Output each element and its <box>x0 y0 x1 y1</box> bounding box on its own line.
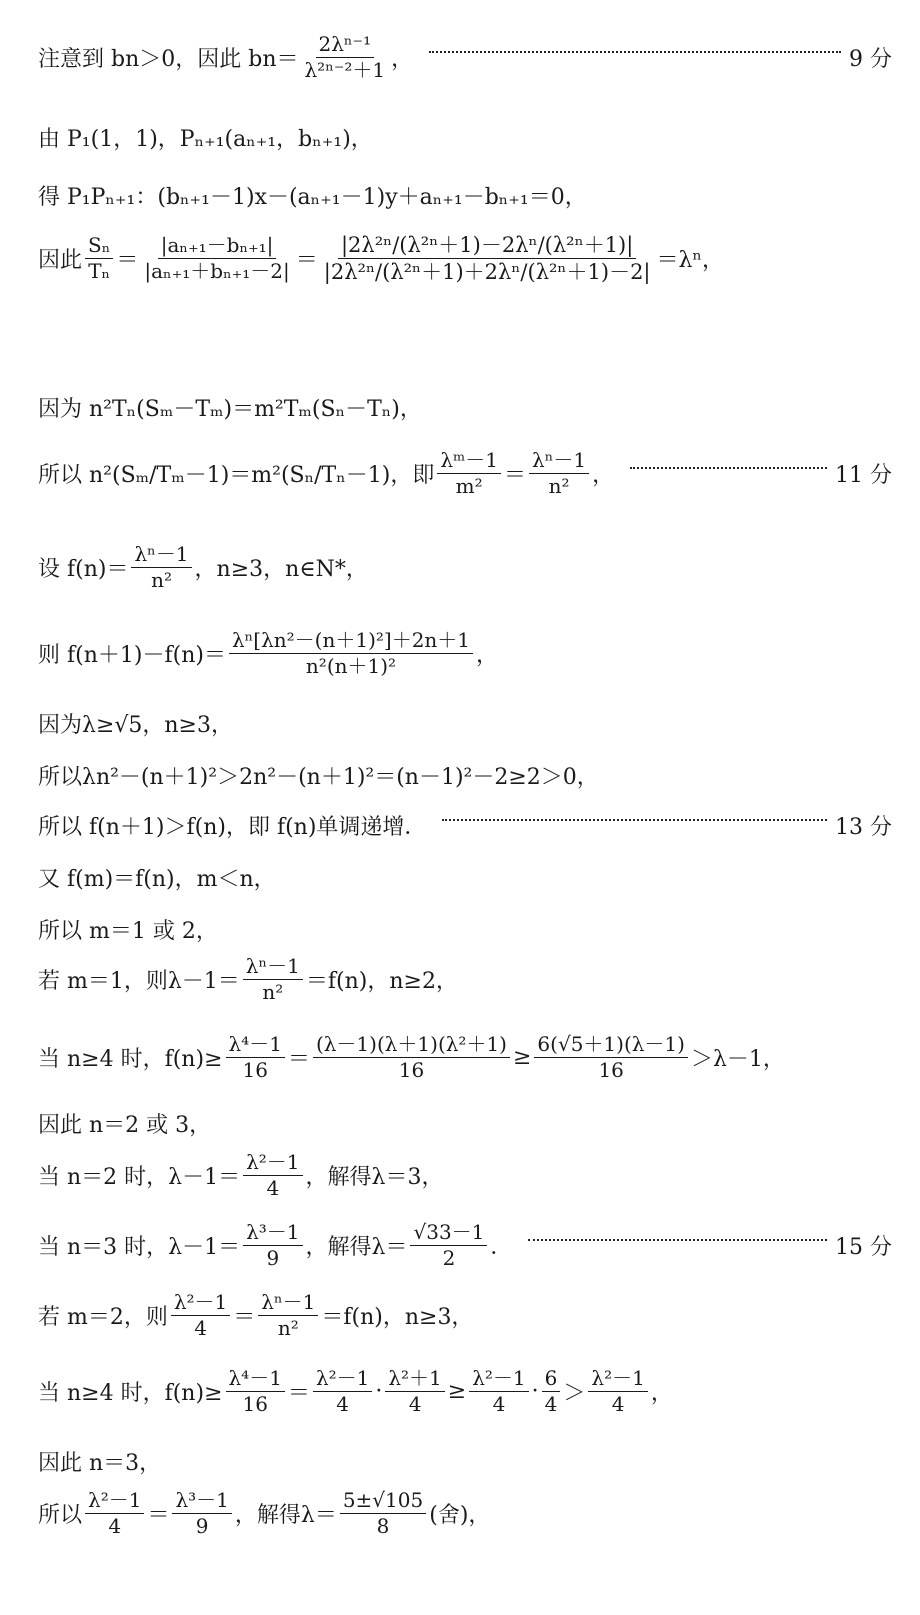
text-tail: ， <box>592 463 615 488</box>
fraction <box>437 448 501 499</box>
score-label: 15 分 <box>835 1235 892 1260</box>
line-21 <box>38 1446 892 1477</box>
line-11 <box>38 810 892 841</box>
text: 得 P₁Pₙ₊₁：(bₙ₊₁－1)x－(aₙ₊₁－1)y＋aₙ₊₁－bₙ₊₁＝0， <box>38 185 587 210</box>
numerator: λ³－1 <box>243 1220 302 1246</box>
text: 当 n＝3 时，λ－1＝ <box>38 1235 241 1260</box>
operator: ≥ <box>447 1379 467 1404</box>
operator: ≥ <box>512 1045 532 1070</box>
text: 又 f(m)＝f(n)，m＜n， <box>38 867 276 892</box>
line-2 <box>38 122 892 153</box>
fraction <box>542 1366 561 1417</box>
denominator: 4 <box>194 1316 207 1340</box>
operator: ＝ <box>116 248 139 274</box>
fraction <box>588 1366 647 1417</box>
fraction <box>229 628 473 679</box>
fraction <box>243 1220 302 1271</box>
numerator: 6 <box>542 1366 561 1392</box>
text-tail: ＝f(n)，n≥3， <box>321 1305 474 1330</box>
text-tail: ，n≥3，n∈N*， <box>194 557 368 582</box>
numerator: λ²－1 <box>588 1366 647 1392</box>
denominator: 4 <box>108 1514 122 1538</box>
numerator: λⁿ－1 <box>258 1290 318 1316</box>
line-15 <box>38 1032 892 1083</box>
text-tail: ， <box>650 1381 673 1406</box>
denominator: 4 <box>336 1392 350 1416</box>
denominator: 4 <box>408 1392 422 1416</box>
line-9 <box>38 708 892 739</box>
operator: ＝ <box>287 1047 310 1072</box>
denominator: n² <box>262 980 284 1004</box>
fraction <box>529 448 589 499</box>
denominator: 16 <box>242 1058 268 1082</box>
numerator: λⁿ－1 <box>243 954 303 980</box>
dot-leader <box>429 51 841 53</box>
text: 注意到 bn＞0，因此 bn＝ <box>38 47 299 72</box>
text: 所以 f(n＋1)＞f(n)，即 f(n)单调递增． <box>38 815 427 840</box>
text: 因此 n＝3， <box>38 1451 162 1476</box>
line-3 <box>38 180 892 211</box>
denominator: λ²ⁿ⁻²＋1 <box>304 58 386 82</box>
operator: ，解得λ＝ <box>234 1503 337 1528</box>
numerator: λ²－1 <box>469 1366 528 1392</box>
text-tail: ＝λⁿ， <box>656 248 724 274</box>
operator: ＝ <box>504 463 527 488</box>
operator: ＝ <box>295 248 318 274</box>
numerator: λ²－1 <box>243 1150 302 1176</box>
denominator: 4 <box>492 1392 506 1416</box>
line-22 <box>38 1488 892 1539</box>
fraction <box>85 1488 144 1539</box>
line-20 <box>38 1366 892 1417</box>
line-19 <box>38 1290 892 1341</box>
text: 因此 <box>38 248 83 274</box>
text: 若 m＝2，则 <box>38 1305 168 1330</box>
fraction <box>302 32 389 83</box>
numerator: λ⁴－1 <box>226 1032 285 1058</box>
fraction <box>85 233 113 284</box>
denominator: 9 <box>195 1514 209 1538</box>
fraction <box>171 1290 230 1341</box>
fraction <box>469 1366 528 1417</box>
line-18 <box>38 1220 892 1271</box>
line-10 <box>38 760 892 791</box>
score-label: 13 分 <box>835 815 892 840</box>
numerator: 6(√5＋1)(λ－1) <box>534 1032 688 1058</box>
operator: · <box>531 1379 539 1404</box>
denominator: 2 <box>442 1246 456 1270</box>
numerator: |2λ²ⁿ/(λ²ⁿ＋1)－2λⁿ/(λ²ⁿ＋1)| <box>338 232 636 259</box>
denominator: 16 <box>398 1058 425 1082</box>
fraction <box>141 233 292 284</box>
operator: ，解得λ＝ <box>305 1235 408 1260</box>
numerator: λⁿ－1 <box>529 448 589 474</box>
denominator: 8 <box>376 1514 390 1538</box>
operator: ＝ <box>233 1305 256 1330</box>
numerator: λⁿ－1 <box>131 542 191 568</box>
operator: · <box>375 1379 383 1404</box>
text: 当 n≥4 时，f(n)≥ <box>38 1381 223 1406</box>
operator: ＞ <box>563 1381 586 1406</box>
denominator: 4 <box>266 1176 280 1200</box>
line-7 <box>38 542 892 593</box>
numerator: λ³－1 <box>172 1488 231 1514</box>
operator: ＝ <box>287 1381 310 1406</box>
operator: ＝ <box>147 1503 170 1528</box>
text: 因为λ≥√5，n≥3， <box>38 713 233 738</box>
numerator: λᵐ－1 <box>437 448 501 474</box>
denominator: n² <box>548 474 570 498</box>
fraction <box>258 1290 318 1341</box>
numerator: λ²－1 <box>313 1366 372 1392</box>
text: 所以λn²－(n＋1)²＞2n²－(n＋1)²＝(n－1)²－2≥2＞0， <box>38 765 599 790</box>
text: 设 f(n)＝ <box>38 557 129 582</box>
numerator: λ⁴－1 <box>226 1366 285 1392</box>
text-tail: (舍)， <box>429 1503 491 1528</box>
denominator: 9 <box>266 1246 280 1270</box>
text-tail: ． <box>490 1235 513 1260</box>
score-label: 11 分 <box>835 463 892 488</box>
numerator: 2λⁿ⁻¹ <box>316 32 375 58</box>
dot-leader <box>630 467 827 469</box>
line-6 <box>38 448 892 499</box>
line-17 <box>38 1150 892 1201</box>
text: 因为 n²Tₙ(Sₘ－Tₘ)＝m²Tₘ(Sₙ－Tₙ)， <box>38 397 422 422</box>
line-5 <box>38 392 892 423</box>
fraction <box>340 1488 426 1539</box>
text: 则 f(n＋1)－f(n)＝ <box>38 643 226 668</box>
text: 所以 <box>38 1503 83 1528</box>
text-tail: ＝f(n)，n≥2， <box>305 969 458 994</box>
dot-leader <box>442 819 827 821</box>
numerator: Sₙ <box>85 233 113 259</box>
line-8 <box>38 628 892 679</box>
text-tail: ， <box>476 643 499 668</box>
denominator: |aₙ₊₁＋bₙ₊₁－2| <box>144 259 290 284</box>
numerator: λⁿ[λn²－(n＋1)²]＋2n＋1 <box>229 628 473 654</box>
text: 所以 n²(Sₘ/Tₘ－1)＝m²(Sₙ/Tₙ－1)，即 <box>38 463 435 488</box>
numerator: λ²－1 <box>85 1488 144 1514</box>
fraction <box>385 1366 444 1417</box>
denominator: n² <box>151 568 172 592</box>
fraction <box>226 1366 285 1417</box>
line-13 <box>38 914 892 945</box>
denominator: n²(n＋1)² <box>305 654 397 678</box>
text: 当 n＝2 时，λ－1＝ <box>38 1165 241 1190</box>
denominator: |2λ²ⁿ/(λ²ⁿ＋1)＋2λⁿ/(λ²ⁿ＋1)－2| <box>323 260 651 285</box>
text: 当 n≥4 时，f(n)≥ <box>38 1047 223 1072</box>
dot-leader <box>528 1239 827 1241</box>
fraction <box>131 542 191 593</box>
denominator: m² <box>455 474 483 498</box>
fraction <box>313 1032 510 1083</box>
denominator: 4 <box>611 1392 625 1416</box>
line-14 <box>38 954 892 1005</box>
numerator: 5±√105 <box>340 1488 426 1514</box>
line-12 <box>38 862 892 893</box>
numerator: λ²－1 <box>171 1290 230 1316</box>
fraction <box>534 1032 688 1083</box>
numerator: √33－1 <box>410 1220 487 1246</box>
text-tail: ，解得λ＝3， <box>305 1165 444 1190</box>
fraction <box>172 1488 231 1539</box>
text-tail: ， <box>391 47 414 72</box>
line-4 <box>38 232 892 286</box>
text-tail: ＞λ－1， <box>690 1047 785 1072</box>
denominator: 16 <box>242 1392 268 1416</box>
line-1 <box>38 32 892 83</box>
denominator: 16 <box>598 1058 624 1082</box>
fraction <box>243 954 303 1005</box>
fraction <box>410 1220 487 1271</box>
compound-fraction <box>321 232 654 286</box>
text: 因此 n＝2 或 3， <box>38 1113 212 1138</box>
numerator: (λ－1)(λ＋1)(λ²＋1) <box>313 1032 510 1058</box>
denominator: 4 <box>544 1392 558 1416</box>
numerator: λ²＋1 <box>385 1366 444 1392</box>
text: 由 P₁(1，1)，Pₙ₊₁(aₙ₊₁，bₙ₊₁)， <box>38 127 373 152</box>
score-label: 9 分 <box>849 47 892 72</box>
denominator: Tₙ <box>88 259 111 284</box>
text: 若 m＝1，则λ－1＝ <box>38 969 240 994</box>
fraction <box>313 1366 372 1417</box>
fraction <box>243 1150 302 1201</box>
fraction <box>226 1032 285 1083</box>
line-16 <box>38 1108 892 1139</box>
text: 所以 m＝1 或 2， <box>38 919 218 944</box>
denominator: n² <box>277 1316 299 1340</box>
numerator: |aₙ₊₁－bₙ₊₁| <box>158 233 277 259</box>
